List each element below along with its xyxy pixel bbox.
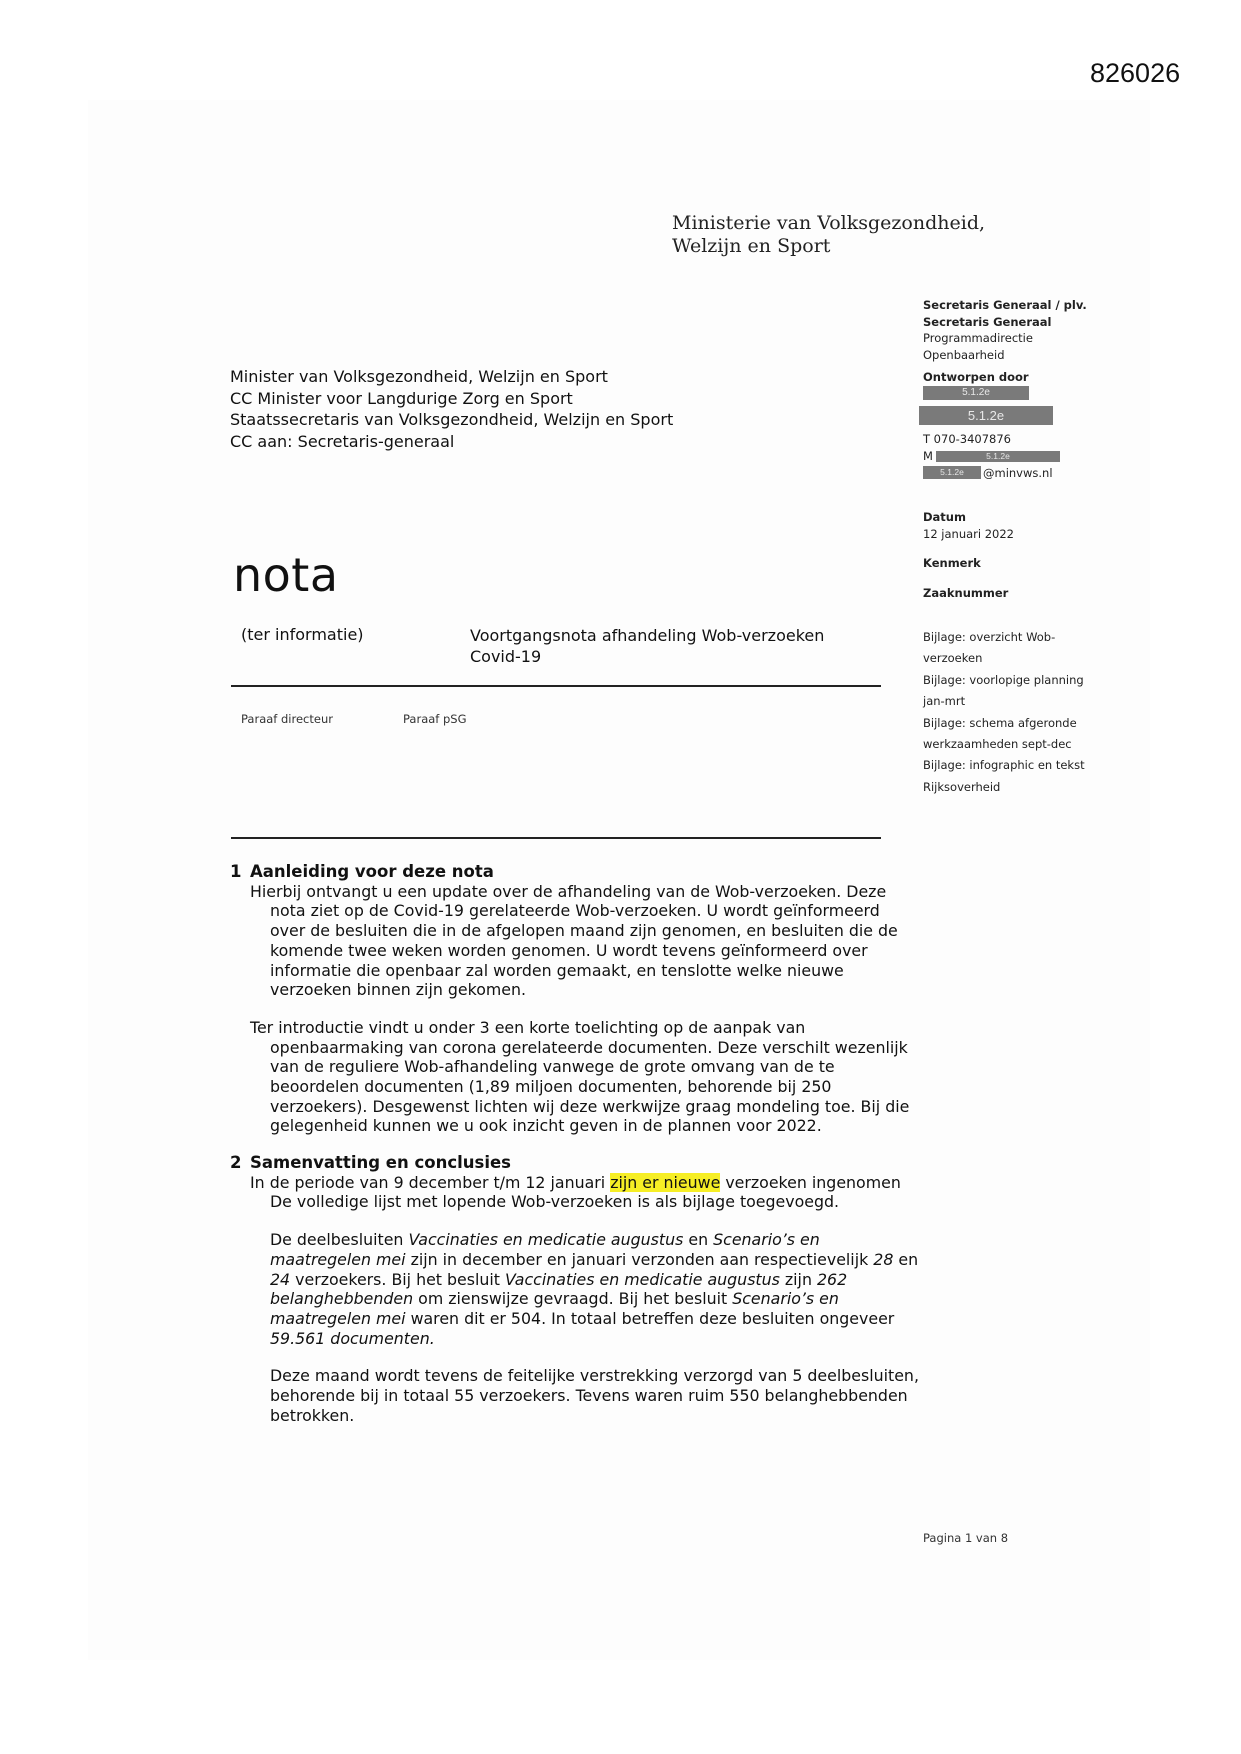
- text-span: waren dit er 504. In totaal betreffen deze besluiten ongeveer: [405, 1308, 895, 1328]
- sender-department: [923, 297, 1087, 363]
- italic-text: 262 belanghebbenden: [270, 1269, 848, 1309]
- addressee-line: CC aan: Secretaris-generaal: [230, 431, 455, 451]
- document-number: 826026: [1090, 58, 1181, 88]
- section-number: 1: [230, 862, 242, 881]
- text-span: verzoekers. Bij het besluit: [290, 1269, 506, 1289]
- subject-line-2: Covid-19: [470, 647, 542, 666]
- divider: [231, 685, 881, 687]
- text-span: De deelbesluiten: [270, 1230, 409, 1250]
- italic-text: Vaccinaties en medicatie augustus: [505, 1269, 780, 1289]
- attachment-line: werkzaamheden sept-dec: [923, 737, 1072, 752]
- email-domain: @minvws.nl: [983, 466, 1053, 480]
- paragraph: Ter introductie vindt u onder 3 een korte toelichting op de aanpak van openbaarmaking van corona gerelateerde documenten. Deze verschilt wezenlijk van de reguliere Wob-afhandeling vanwege de grote omvang van de te beoordelen documenten (1,89 miljoen documenten, behorende bij 250 verzoekers). Desgewenst lichten wij deze werkwijze graag mondeling toe. Bij die gelegenheid kunnen we u ook inzicht geven in de plannen voor 2022.: [250, 1017, 910, 1136]
- addressee-block: [230, 366, 673, 452]
- attachment-line: verzoeken: [923, 651, 983, 666]
- document-type-title: nota: [233, 548, 339, 602]
- ontworpen-label: Ontworpen door: [923, 370, 1029, 384]
- paragraph: Deze maand wordt tevens de feitelijke verstrekking verzorgd van 5 deelbesluiten, behorende bij in totaal 55 verzoekers. Tevens waren ruim 550 belanghebbenden betrokken.: [270, 1366, 919, 1425]
- section-title: Aanleiding voor deze nota: [250, 862, 494, 881]
- paraaf-psg-label: Paraaf pSG: [403, 712, 467, 726]
- dept-line-3: Programmadirectie: [923, 331, 1033, 345]
- text-span: zijn in december en januari verzonden aan respectievelijk: [405, 1249, 874, 1269]
- attachment-line: Bijlage: overzicht Wob-: [923, 630, 1056, 644]
- redaction-block: 5.1.2e: [936, 451, 1060, 462]
- italic-text: Vaccinaties en medicatie augustus: [408, 1230, 684, 1250]
- attachment-line: Rijksoverheid: [923, 779, 1001, 794]
- paragraph: [230, 1173, 920, 1212]
- datum-label: Datum: [923, 510, 966, 524]
- section-2: [230, 1153, 920, 1425]
- attachments-list: [923, 627, 1085, 798]
- attachment-line: Bijlage: voorlopige planning: [923, 672, 1084, 687]
- section-title: Samenvatting en conclusies: [250, 1153, 511, 1172]
- italic-text: Scenario’s en maatregelen mei: [270, 1289, 839, 1328]
- datum-value: 12 januari 2022: [923, 527, 1015, 541]
- subject: [470, 625, 824, 667]
- subject-line-1: Voortgangsnota afhandeling Wob-verzoeken: [470, 626, 825, 645]
- paragraph: Hierbij ontvangt u een update over de afhandeling van de Wob-verzoeken. Deze nota ziet op de Covid-19 gerelateerde Wob-verzoeken. U wordt geïnformeerd over de besluiten die in de afgelopen maand zijn genomen, en besluiten die de komende twee weken worden genomen. U wordt tevens geïnformeerd over informatie die openbaar zal worden gemaakt, en tenslotte welke nieuwe verzoeken binnen zijn gekomen.: [250, 881, 898, 1000]
- redaction-block: 5.1.2e: [923, 386, 1029, 400]
- phone-number: T 070-3407876: [923, 432, 1011, 446]
- italic-text: 24: [270, 1269, 291, 1289]
- highlighted-text: zijn er nieuwe: [610, 1172, 721, 1192]
- ministry-line-2: Welzijn en Sport: [672, 235, 831, 257]
- addressee-line: CC Minister voor Langdurige Zorg en Sport: [230, 388, 573, 408]
- italic-text: Scenario’s en maatregelen mei: [270, 1230, 820, 1269]
- divider: [231, 837, 881, 839]
- text-span: verzoeken ingenomen De volledige lijst met lopende Wob-verzoeken is als bijlage toegevoegd.: [270, 1172, 901, 1212]
- text-span: In de periode van 9 december t/m 12 januari: [250, 1172, 611, 1192]
- purpose-label: (ter informatie): [241, 625, 364, 644]
- italic-text: 28: [873, 1249, 894, 1269]
- redaction-block: 5.1.2e: [923, 466, 981, 479]
- text-span: zijn: [779, 1269, 817, 1289]
- section-heading: [230, 862, 920, 882]
- dept-line-1: Secretaris Generaal / plv.: [923, 298, 1087, 312]
- mobile-label: M: [923, 449, 933, 463]
- attachment-line: Bijlage: schema afgeronde: [923, 715, 1077, 730]
- attachment-line: Bijlage: infographic en tekst: [923, 758, 1085, 773]
- section-heading: [230, 1153, 920, 1173]
- paraaf-directeur-label: Paraaf directeur: [241, 712, 333, 726]
- redaction-block: 5.1.2e: [919, 406, 1053, 425]
- section-number: 2: [230, 1153, 242, 1172]
- dept-line-2: Secretaris Generaal: [923, 314, 1052, 329]
- ministry-logo-text: [672, 212, 985, 258]
- text-span: en: [683, 1230, 714, 1250]
- zaaknummer-label: Zaaknummer: [923, 586, 1009, 600]
- kenmerk-label: Kenmerk: [923, 556, 981, 570]
- page-number: Pagina 1 van 8: [923, 1531, 1009, 1545]
- paragraph: [230, 1230, 920, 1348]
- attachment-line: jan-mrt: [923, 694, 966, 709]
- addressee-line: Minister van Volksgezondheid, Welzijn en Sport: [230, 367, 608, 386]
- dept-line-4: Openbaarheid: [923, 347, 1005, 362]
- addressee-line: Staatssecretaris van Volksgezondheid, Welzijn en Sport: [230, 410, 674, 429]
- italic-text: 59.561 documenten.: [270, 1328, 435, 1348]
- ministry-line-1: Ministerie van Volksgezondheid,: [672, 212, 986, 234]
- section-1: [230, 862, 920, 1136]
- text-span: om zienswijze gevraagd. Bij het besluit: [413, 1289, 733, 1309]
- text-span: en: [893, 1249, 919, 1269]
